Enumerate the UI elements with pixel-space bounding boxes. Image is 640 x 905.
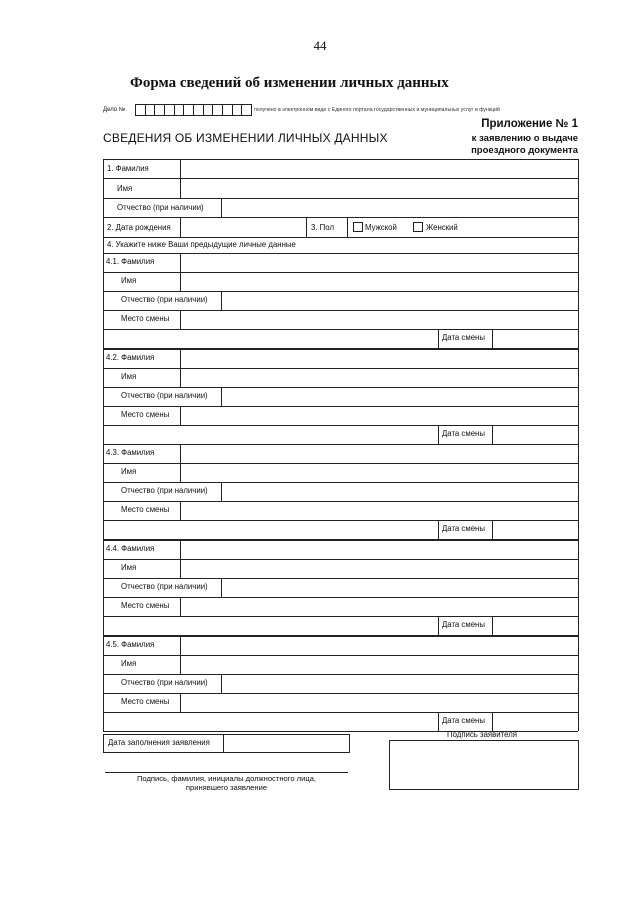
block-2-name-label: Имя [121, 372, 137, 381]
sex-options-divider [347, 217, 348, 237]
fill-date-input[interactable] [225, 735, 347, 751]
attachment-subtitle-line2: проездного документа [471, 145, 578, 156]
block-5-change-date-input[interactable] [493, 713, 578, 731]
block-3-surname-input[interactable] [181, 445, 578, 463]
block-4-date-label-divider [438, 616, 439, 635]
block-2-change-date-input[interactable] [493, 426, 578, 444]
attachment-subtitle [471, 133, 578, 157]
block-1-name-input[interactable] [181, 273, 578, 291]
row-line [103, 217, 578, 218]
block-1-change-date-label: Дата смены [442, 333, 485, 342]
female-checkbox[interactable] [413, 222, 423, 232]
applicant-signature-label: Подпись заявителя [447, 730, 517, 739]
birth-date-input[interactable] [181, 218, 305, 237]
fill-date-divider [223, 734, 224, 752]
block-1-date-label-divider [438, 329, 439, 348]
page-title: Форма сведений об изменении личных данных [130, 75, 449, 91]
block-3-surname-label: 4.3. Фамилия [106, 448, 155, 457]
section-title: СВЕДЕНИЯ ОБ ИЗМЕНЕНИИ ЛИЧНЫХ ДАННЫХ [103, 131, 388, 145]
official-signature-line [105, 772, 348, 773]
surname-input[interactable] [181, 160, 578, 178]
official-caption-line1: Подпись, фамилия, инициалы должностного лица, [136, 774, 317, 783]
block-5-change-place-input[interactable] [181, 694, 578, 712]
block-1-name-label: Имя [121, 276, 137, 285]
block-4-name-label: Имя [121, 563, 137, 572]
row-line [103, 237, 578, 238]
sex-divider [306, 217, 307, 237]
birth-date-label: 2. Дата рождения [107, 223, 171, 232]
block-4-change-place-input[interactable] [181, 598, 578, 616]
block-4-patronymic-input[interactable] [222, 579, 578, 597]
block-3-change-place-label: Место смены [121, 505, 170, 514]
block-2-name-input[interactable] [181, 369, 578, 387]
case-number-field[interactable] [135, 104, 252, 116]
block-3-change-place-input[interactable] [181, 502, 578, 520]
block-4-patronymic-label: Отчество (при наличии) [121, 582, 208, 591]
block-5-name-label: Имя [121, 659, 137, 668]
block-5-name-input[interactable] [181, 656, 578, 674]
sex-label: 3. Пол [311, 223, 334, 232]
block-3-name-input[interactable] [181, 464, 578, 482]
block-1-change-date-input[interactable] [493, 330, 578, 348]
block-1-patronymic-input[interactable] [222, 292, 578, 310]
block-3-date-label-divider [438, 520, 439, 539]
block-5-patronymic-label: Отчество (при наличии) [121, 678, 208, 687]
male-checkbox[interactable] [353, 222, 363, 232]
block-5-change-place-label: Место смены [121, 697, 170, 706]
block-3-change-date-label: Дата смены [442, 524, 485, 533]
name-label: Имя [117, 184, 133, 193]
block-3-change-date-input[interactable] [493, 521, 578, 539]
page-number: 44 [313, 38, 327, 53]
form-right-border [578, 159, 579, 731]
block-3-name-label: Имя [121, 467, 137, 476]
block-2-date-label-divider [438, 425, 439, 444]
case-number-label: Дело № [103, 107, 126, 113]
fill-date-label: Дата заполнения заявления [108, 738, 210, 747]
block-4-change-place-label: Место смены [121, 601, 170, 610]
male-label: Мужской [365, 223, 397, 232]
block-3-patronymic-input[interactable] [222, 483, 578, 501]
attachment-heading: Приложение № 1 [481, 118, 578, 130]
block-2-surname-label: 4.2. Фамилия [106, 353, 155, 362]
block-1-surname-input[interactable] [181, 254, 578, 272]
previous-data-header: 4. Укажите ниже Ваши предыдущие личные данные [107, 240, 296, 249]
patronymic-label: Отчество (при наличии) [117, 203, 204, 212]
block-2-patronymic-label: Отчество (при наличии) [121, 391, 208, 400]
block-5-date-label-divider [438, 712, 439, 731]
block-3-patronymic-label: Отчество (при наличии) [121, 486, 208, 495]
electronic-note: получено в электронном виде с Единого портала государственных и муниципальных услуг и функций [254, 107, 500, 113]
official-signature-caption [105, 774, 348, 792]
block-4-change-date-label: Дата смены [442, 620, 485, 629]
official-caption-line2: принявшего заявление [185, 783, 268, 792]
block-2-change-date-label: Дата смены [442, 429, 485, 438]
block-1-change-place-label: Место смены [121, 314, 170, 323]
block-5-surname-label: 4.5. Фамилия [106, 640, 155, 649]
block-5-surname-input[interactable] [181, 637, 578, 655]
block-2-change-place-input[interactable] [181, 407, 578, 425]
female-label: Женский [426, 223, 458, 232]
block-4-surname-input[interactable] [181, 541, 578, 559]
applicant-signature-box[interactable] [389, 740, 579, 790]
block-5-change-date-label: Дата смены [442, 716, 485, 725]
block-1-change-place-input[interactable] [181, 311, 578, 329]
block-2-change-place-label: Место смены [121, 410, 170, 419]
block-4-change-date-input[interactable] [493, 617, 578, 635]
block-1-surname-label: 4.1. Фамилия [106, 257, 155, 266]
name-input[interactable] [181, 179, 578, 198]
attachment-subtitle-line1: к заявлению о выдаче [471, 133, 578, 144]
block-4-surname-label: 4.4. Фамилия [106, 544, 155, 553]
form-left-border [103, 159, 104, 731]
block-1-patronymic-label: Отчество (при наличии) [121, 295, 208, 304]
block-5-patronymic-input[interactable] [222, 675, 578, 693]
surname-label: 1. Фамилия [107, 164, 149, 173]
block-2-surname-input[interactable] [181, 350, 578, 368]
block-4-name-input[interactable] [181, 560, 578, 578]
patronymic-input[interactable] [222, 199, 578, 217]
block-2-patronymic-input[interactable] [222, 388, 578, 406]
